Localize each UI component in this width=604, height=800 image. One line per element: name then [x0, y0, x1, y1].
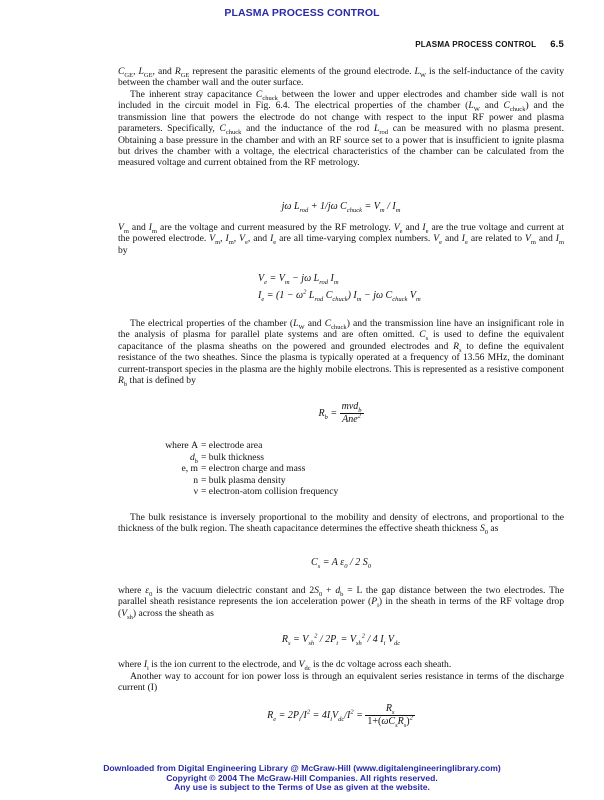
- eq4-numerator: mνd$_b$: [341, 401, 362, 414]
- definition-meaning: = electrode area: [201, 440, 263, 451]
- footer-terms[interactable]: Any use is subject to the Terms of Use as given at the website.: [174, 782, 430, 793]
- footer-notice: [0, 764, 604, 793]
- eq7-lhs: $R_e = 2P_i/I^2 = 4I_iV_{dc}/I^2$ =: [267, 708, 366, 723]
- definition-symbol: n: [193, 474, 198, 486]
- definition-row: [118, 452, 438, 464]
- paragraph-7: where $I_i$ is the ion current to the electrode, and $V_{dc}$ is the dc voltage across each sheath.: [118, 659, 452, 672]
- equation-impedance: jω $L_{rod} + 1/j\omega$ $C_{chuck} = V_m / I_m$: [281, 201, 401, 214]
- definition-row: [118, 475, 438, 487]
- definition-meaning: = bulk plasma density: [201, 474, 286, 486]
- definition-symbol: $d_b$: [189, 451, 198, 465]
- eq7-numerator: $R_s$: [365, 703, 414, 716]
- paragraph-6: where $\varepsilon_0$ is the vacuum dielectric constant and $2S_0 + d_b = L$ the gap distance between the two electrodes. The parallel sheath resistance represents the ion acceleration power $(P_i)$ in the sheath in terms of the RF voltage drop $(V_{sh})$ across the sheath as: [118, 585, 565, 621]
- paragraph-2: The inherent stray capacitance $C_{chuck}$ between the lower and upper electrodes and chamber side wall is not included in the circuit model in Fig. 6.4. The electrical properties of the chamber ($L_W$ and $C_{chuck}$) and the transmission line that powers the electrode do not change with respect to the input RF power and plasma parameters. Specifically, $C_{chuck}$ and the inductance of the rod $L_{rod}$ can be measured with no plasma present. Obtaining a base pressure in the chamber and with an RF source set to a power that is insufficient to ignite plasma but drives the chamber with a voltage, the electrical characteristics of the chamber can be calculated from the measured voltage and current obtained from the RF metrology.: [118, 89, 564, 169]
- definition-row: [118, 440, 438, 452]
- definition-symbol: ν: [193, 486, 198, 498]
- paragraph-1: $C_{GE}$, $L_{GE}$, and $R_{GE}$ represent the parasitic elements of the ground electrode. $L_W$ is the self-inductance of the cavity between the chamber wall and the outer surface.: [118, 66, 564, 89]
- paragraph-5: The bulk resistance is inversely proportional to the mobility and density of electrons, and proportional to the thickness of the bulk region. The sheath capacitance determines the effective sheath thickness $S_0$ as: [118, 512, 564, 537]
- equation-sheath-capacitance: $C_s = A$ $\varepsilon_0 / 2$ $S_0$: [311, 557, 371, 570]
- paragraph-4: The electrical properties of the chamber ($L_W$ and $C_{chuck}$) and the transmission line have an insignificant role in the analysis of plasma for parallel plate systems and are often omitted. $C_s$ is used to define the equivalent capacitance of the plasma sheaths on the powered and grounded electrodes and $R_s$ to define the equivalent resistance of the two sheathes. Since the plasma is typically operated at a frequency of 13.56 MHz, the dominant current-transport species in the plasma are the highly mobile electrons. This is represented as a resistive component $R_b$ that is defined by: [118, 318, 565, 388]
- definition-meaning: = electron charge and mass: [201, 463, 306, 475]
- footer-copyright[interactable]: Copyright © 2004 The McGraw-Hill Companies. All rights reserved.: [166, 772, 438, 783]
- equation-electrode-current: $I_e = (1 - \omega^2$ $L_{rod}$ $C_{chuck}$) $I_m - j\omega$ $C_{chuck}$ $V_m$: [258, 288, 421, 303]
- running-head: [415, 39, 564, 50]
- paragraph-8: Another way to account for ion power loss is through an equivalent series resistance in terms of the discharge current (I): [118, 671, 564, 694]
- equation-sheath-resistance: $R_s = V_{sh}^2 / 2P_i = V_{sh}^2 / 4$ $I_i$ $V_{dc}$: [281, 632, 401, 647]
- running-head-title: PLASMA PROCESS CONTROL: [415, 40, 537, 49]
- page-number: 6.5: [550, 39, 564, 50]
- top-banner-link[interactable]: PLASMA PROCESS CONTROL: [224, 7, 380, 19]
- definition-symbol: e, m: [181, 463, 198, 475]
- definitions-list: [118, 440, 438, 498]
- eq4-lhs: $R_b$ =: [318, 407, 340, 421]
- equation-electrode-voltage: $V_e = V_m - j\omega$ $L_{rod}$ $I_m$: [258, 273, 339, 286]
- definition-row: [118, 486, 438, 498]
- paragraph-3: $V_m$ and $I_m$ are the voltage and current measured by the RF metrology. $V_e$ and $I_e$ are the true voltage and current at the powered electrode. $V_m$, $I_m$, $V_e$, and $I_e$ are all time-varying complex numbers. $V_e$ and $I_e$ are related to $V_m$ and $I_m$ by: [118, 222, 564, 256]
- equation-series-resistance: [118, 703, 564, 728]
- equation-bulk-resistance: [118, 401, 564, 426]
- definition-meaning: = electron-atom collision frequency: [201, 486, 339, 498]
- definition-row: [118, 463, 438, 475]
- eq7-denominator: $1+(\omega C_sR_s)^2$: [367, 714, 413, 729]
- definition-meaning: = bulk thickness: [201, 451, 264, 463]
- footer-download-link[interactable]: Downloaded from Digital Engineering Library @ McGraw-Hill (www.digitalengineeringlibrary.com): [103, 763, 501, 773]
- definition-symbol: where A: [165, 440, 198, 451]
- eq4-denominator: Ane$^2$: [342, 412, 361, 425]
